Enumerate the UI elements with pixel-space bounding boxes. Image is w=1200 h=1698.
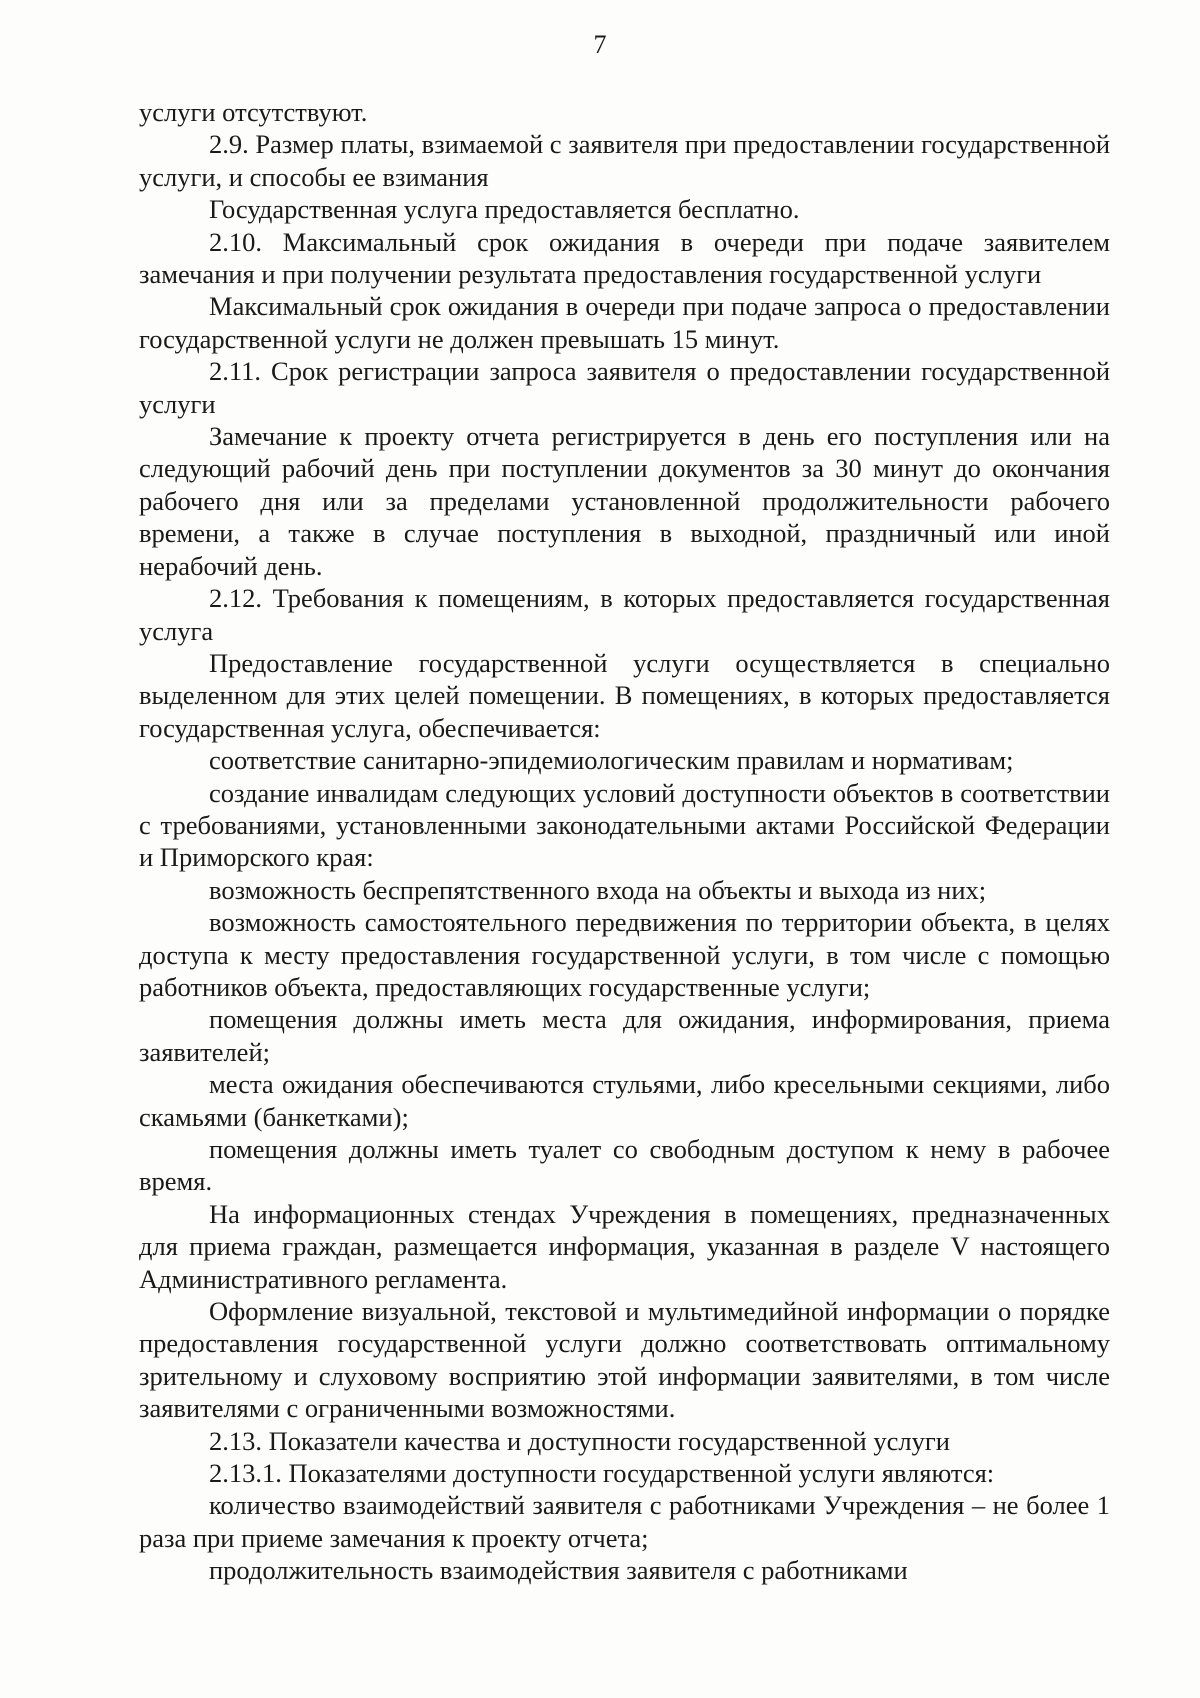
paragraph: Государственная услуга предоставляется бесплатно. bbox=[209, 194, 800, 225]
page-number: 7 bbox=[593, 30, 607, 59]
paragraph: создание инвалидам следующих условий доступности объектов в соответствии с требованиями, установленными законодательными актами Российской Федерации и Приморского края: bbox=[139, 777, 1110, 873]
paragraph: возможность самостоятельного передвижения по территории объекта, в целях доступа к месту предоставления государственной услуги, в том числе с помощью работников объекта, предоставляющих государственные услуги; bbox=[139, 907, 1110, 1002]
paragraph: помещения должны иметь туалет со свободным доступом к нему в рабочее время. bbox=[139, 1134, 1110, 1197]
paragraph: места ожидания обеспечиваются стульями, либо кресельными секциями, либо скамьями (банкетками); bbox=[139, 1069, 1110, 1132]
paragraph: Оформление визуальной, текстовой и мультимедийной информации о порядке предоставления государственной услуги должно соответствовать оптимальному зрительному и слуховому восприятию этой информации заявителями, в том числе заявителями с ограниченными возможностями. bbox=[139, 1296, 1110, 1424]
paragraph: продолжительность взаимодействия заявителя с работниками bbox=[209, 1555, 908, 1586]
paragraph: 2.10. Максимальный срок ожидания в очереди при подаче заявителем замечания и при получении результата предоставления государственной услуги bbox=[139, 226, 1110, 290]
paragraph: 2.11. Срок регистрации запроса заявителя о предоставлении государственной услуги bbox=[139, 356, 1110, 419]
paragraph: возможность беспрепятственного входа на объекты и выхода из них; bbox=[209, 874, 987, 905]
paragraph: услуги отсутствуют. bbox=[139, 97, 368, 127]
paragraph: Замечание к проекту отчета регистрируется в день его поступления или на следующий рабочий день при поступлении документов за 30 минут до окончания рабочего дня или за пределами установленной продолжительности рабочего времени, а также в случае поступления в выходной, праздничный или иной нерабочий день. bbox=[139, 421, 1110, 581]
document-body bbox=[139, 96, 1110, 1587]
paragraph: 2.12. Требования к помещениям, в которых предоставляется государственная услуга bbox=[139, 583, 1110, 646]
paragraph: количество взаимодействий заявителя с работниками Учреждения – не более 1 раза при приеме замечания к проекту отчета; bbox=[139, 1490, 1110, 1553]
paragraph: 2.13. Показатели качества и доступности государственной услуги bbox=[209, 1425, 950, 1456]
paragraph: Максимальный срок ожидания в очереди при подаче запроса о предоставлении государственной услуги не должен превышать 15 минут. bbox=[139, 291, 1110, 354]
paragraph: На информационных стендах Учреждения в помещениях, предназначенных для приема граждан, размещается информация, указанная в разделе V настоящего Административного регламента. bbox=[139, 1198, 1110, 1294]
paragraph: Предоставление государственной услуги осуществляется в специально выделенном для этих целей помещении. В помещениях, в которых предоставляется государственная услуга, обеспечивается: bbox=[139, 647, 1110, 743]
paragraph: 2.13.1. Показателями доступности государственной услуги являются: bbox=[209, 1458, 995, 1489]
paragraph: соответствие санитарно-эпидемиологическим правилам и нормативам; bbox=[209, 745, 1014, 776]
paragraph: 2.9. Размер платы, взимаемой с заявителя при предоставлении государственной услуги, и способы ее взимания bbox=[139, 129, 1110, 192]
paragraph: помещения должны иметь места для ожидания, информирования, приема заявителей; bbox=[139, 1004, 1110, 1067]
